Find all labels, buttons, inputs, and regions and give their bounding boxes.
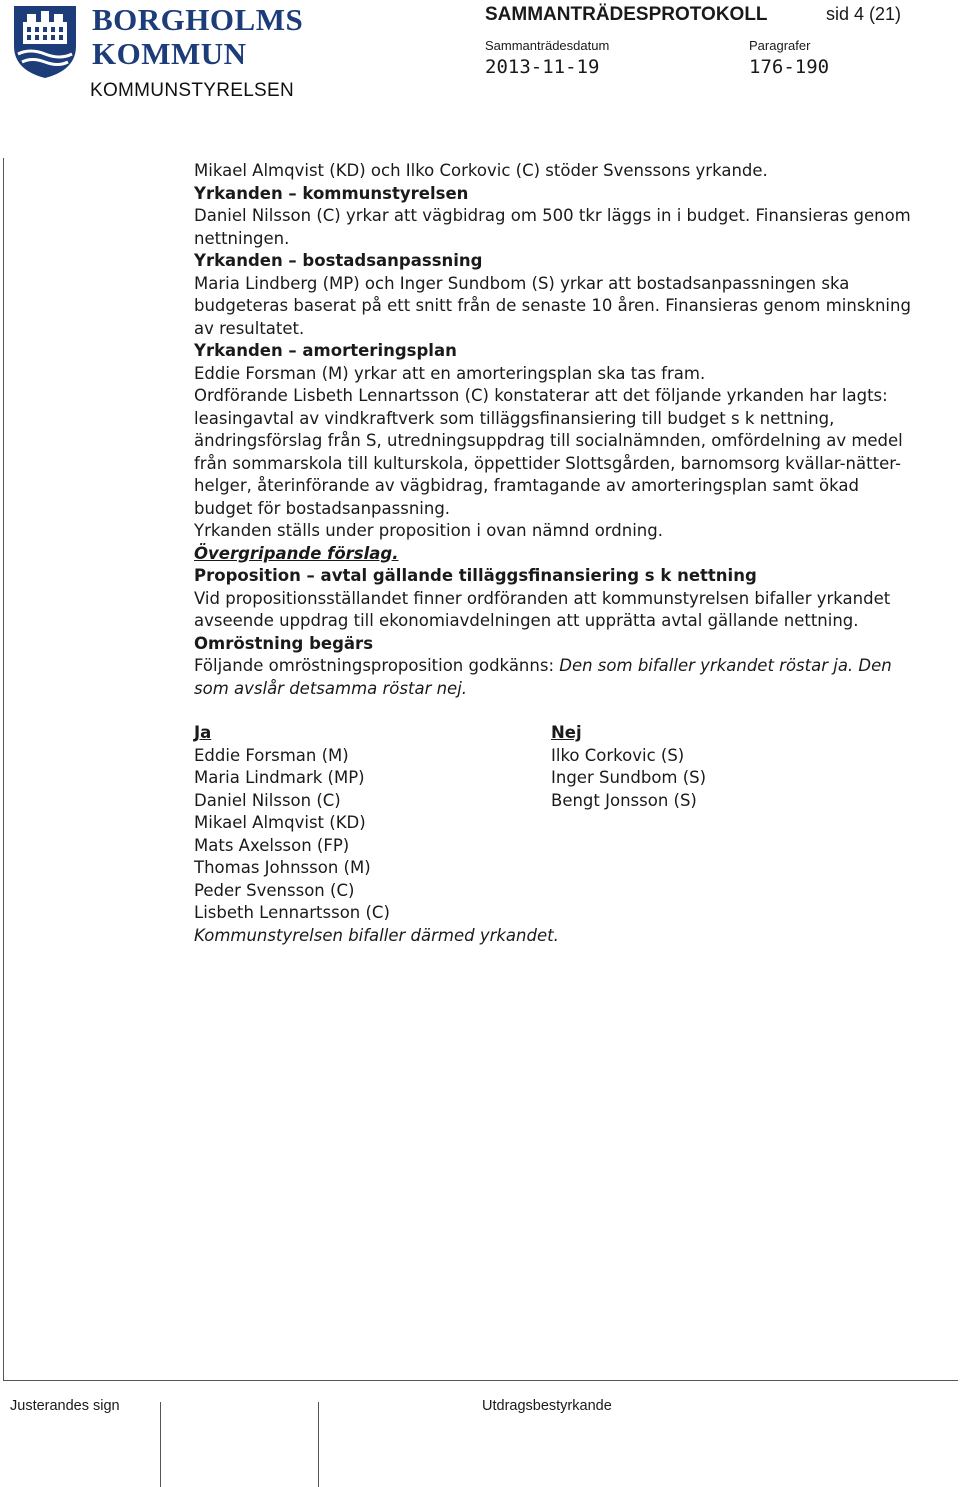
org-name-line2: KOMMUN: [92, 36, 247, 71]
section-amorteringsplan: [194, 340, 914, 385]
section-heading: Yrkanden – amorteringsplan: [194, 341, 457, 360]
vote-ja-name: Lisbeth Lennartsson (C): [194, 903, 390, 922]
section-text: Vid propositionsställandet finner ordföranden att kommunstyrelsen bifaller yrkandet avseende uppdrag till ekonomiavdelningen att upprätta avtal gällande nettning.: [194, 588, 891, 630]
footer-rule: [3, 1380, 958, 1381]
vote-ja-label: Ja: [194, 723, 212, 742]
vote-ja-name: Mikael Almqvist (KD): [194, 813, 366, 832]
vote-column-nej: [551, 722, 851, 925]
vote-nej-name: Inger Sundbom (S): [551, 768, 707, 787]
crest-icon: [10, 2, 80, 80]
signature-divider: [318, 1402, 319, 1487]
section-heading: Proposition – avtal gällande tilläggsfinansiering s k nettning: [194, 566, 757, 585]
department-name: KOMMUNSTYRELSEN: [90, 80, 295, 101]
paragraphs-label: Paragrafer: [749, 38, 811, 53]
vote-ja-name: Eddie Forsman (M): [194, 745, 349, 765]
section-bostadsanpassning: [194, 250, 914, 340]
justerandes-sign-label: Justerandes sign: [10, 1398, 120, 1414]
page-indicator: sid 4 (21): [826, 4, 902, 24]
section-text: Eddie Forsman (M) yrkar att en amorteringsplan ska tas fram.: [194, 363, 706, 383]
vote-nej-label: Nej: [551, 723, 582, 742]
section-text: Daniel Nilsson (C) yrkar att vägbidrag om 500 tkr läggs in i budget. Finansieras genom nettningen.: [194, 206, 911, 248]
vote-ja-name: Peder Svensson (C): [194, 880, 355, 900]
chair-summary-paragraph: Ordförande Lisbeth Lennartsson (C) konstaterar att det följande yrkanden har lagts: leasingavtal av vindkraftverk som tilläggsfinansiering till budget s k nettning, ändringsförslag från S, utredningsuppdrag till socialnämnden, omfördelning av medel från sommarskola till kulturskola, öppettider Slottsgården, barnomsorg kvällar-nätter-helger, återinförande av vägbidrag, framtagande av amorteringsplan samt ökad budget för bostadsanpassning.: [194, 386, 903, 518]
overgripande-heading: Övergripande förslag.: [194, 543, 399, 563]
conclusion-paragraph: Kommunstyrelsen bifaller därmed yrkandet.: [194, 925, 559, 945]
meeting-date-label: Sammanträdesdatum: [485, 38, 610, 53]
section-heading: Yrkanden – bostadsanpassning: [194, 251, 483, 270]
vote-nej-name: Bengt Jonsson (S): [551, 790, 697, 810]
vote-ja-name: Maria Lindmark (MP): [194, 768, 365, 787]
section-text: Följande omröstningsproposition godkänns:: [194, 656, 560, 675]
support-paragraph: Mikael Almqvist (KD) och Ilko Corkovic (C) stöder Svenssons yrkande.: [194, 161, 768, 180]
vote-proposition-italic: Den som bifaller yrkandet röstar ja. Den som avslår detsamma röstar nej.: [194, 656, 892, 698]
signature-divider: [160, 1402, 161, 1487]
document-title: SAMMANTRÄDESPROTOKOLL: [485, 4, 768, 25]
vote-ja-name: Thomas Johnsson (M): [194, 858, 371, 877]
utdragsbestyrkande-label: Utdragsbestyrkande: [482, 1398, 612, 1414]
meeting-date-value: 2013-11-19: [485, 56, 600, 78]
section-text: Maria Lindberg (MP) och Inger Sundbom (S) yrkar att bostadsanpassningen ska budgeteras baserat på ett snitt från de senaste 10 åren. Finansieras genom minskning av resultatet.: [194, 273, 911, 338]
section-proposition: [194, 565, 914, 633]
left-margin-rule: [3, 158, 4, 1380]
vote-column-ja: [194, 722, 551, 925]
section-kommunstyrelsen: [194, 183, 914, 251]
proposition-order-paragraph: Yrkanden ställs under proposition i ovan nämnd ordning.: [194, 521, 663, 540]
vote-ja-name: Mats Axelsson (FP): [194, 835, 350, 855]
municipal-crest-logo: [10, 2, 80, 80]
document-body: [194, 160, 914, 947]
section-heading: Omröstning begärs: [194, 633, 374, 653]
vote-results: [194, 722, 914, 925]
vote-nej-name: Ilko Corkovic (S): [551, 745, 685, 765]
section-heading: Yrkanden – kommunstyrelsen: [194, 183, 469, 203]
org-name-line1: BORGHOLMS: [92, 2, 304, 37]
vote-ja-name: Daniel Nilsson (C): [194, 790, 341, 810]
section-omrostning: [194, 633, 914, 701]
paragraphs-value: 176-190: [749, 56, 830, 78]
